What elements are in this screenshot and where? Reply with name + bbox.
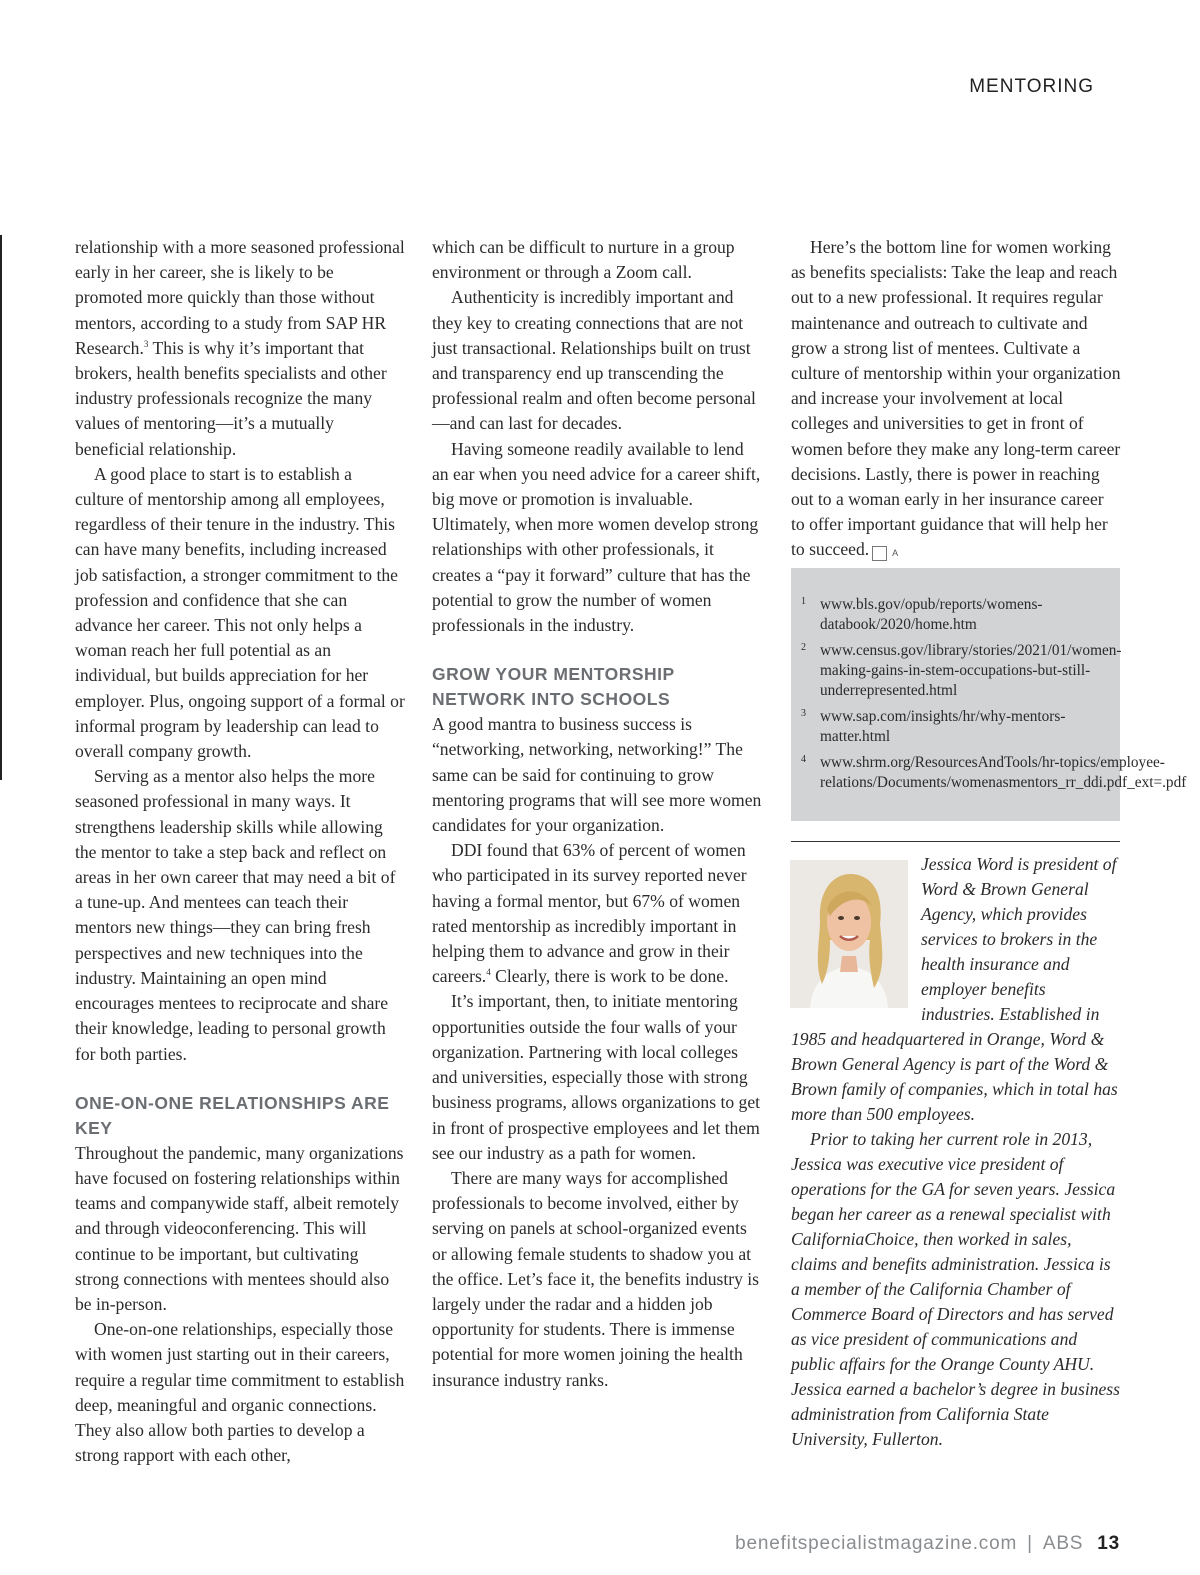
- paragraph: Authenticity is incredibly important and they key to creating connections that are not just transactional. Relationships built on trust and transparency end up transcending the professional realm and often become personal—and can last for decades.: [432, 287, 756, 434]
- end-mark-icon: A: [872, 546, 887, 561]
- footnote-url: www.bls.gov/opub/reports/womens-databook/2020/home.htm: [820, 596, 1043, 633]
- footnote-number: 2: [801, 642, 806, 653]
- paragraph: DDI found that 63% of percent of women who participated in its survey reported never having a formal mentor, but 67% of women rated mentorship as incredibly important in helping them to advance and grow in their careers.$^4$ Clearly, there is work to be done.: [432, 840, 747, 987]
- footer-publication: ABS: [1042, 1533, 1084, 1554]
- footnote-number: 3: [801, 708, 806, 719]
- footnote-number: 1: [801, 596, 806, 607]
- footnote-ref: 3: [143, 338, 149, 349]
- footnote: [801, 595, 1106, 635]
- footnote-ref: 4: [486, 967, 491, 978]
- paragraph: Here’s the bottom line for women working as benefits specialists: Take the leap and reach out to a new professional. It requires regular maintenance and outreach to cultivate and grow a strong list of mentees. Cultivate a culture of mentorship within your organization and increase your involvement at local colleges and universities to get in front of women before they make any long-term career decisions. Lastly, there is power in reaching out to a woman early in her insurance career to offer important guidance that will help her to succeed. A: [791, 237, 1121, 560]
- paragraph: relationship with a more seasoned professional early in her career, she is likely to be promoted more quickly than those without mentors, according to a study from SAP HR Research.$^3$ This is why it’s important that brokers, health benefits specialists and other industry professionals recognize the many values of mentoring—it’s a mutually beneficial relationship.: [75, 237, 405, 459]
- paragraph: which can be difficult to nurture in a group environment or through a Zoom call.: [432, 237, 735, 283]
- footnote-number: 4: [801, 754, 806, 765]
- paragraph: It’s important, then, to initiate mentoring opportunities outside the four walls of your organization. Partnering with local colleges and universities, especially those with strong business programs, allows organizations to get in front of prospective employees and let them see our industry as a path for women.: [432, 991, 761, 1163]
- author-bio: [791, 852, 1121, 1452]
- article-column-3: [791, 235, 1121, 563]
- footnote: [801, 641, 1122, 701]
- subheading: ONE-ON-ONE RELATIONSHIPS ARE KEY: [75, 1092, 390, 1138]
- paragraph: Serving as a mentor also helps the more seasoned professional in many ways. It strengthens leadership skills while allowing the mentor to take a step back and reflect on areas in her own career that may need a bit of a tune-up. And mentees can teach their mentors new things—they can bring fresh perspectives and new techniques into the industry. Maintaining an open mind encourages mentees to reciprocate and share their knowledge, leading to personal growth for both parties.: [75, 766, 396, 1064]
- article-column-2: [432, 235, 764, 1393]
- paragraph: Having someone readily available to lend an ear when you need advice for a career shift, big move or promotion is invaluable. Ultimately, when more women develop strong relationships with other professionals, it creates a “pay it forward” culture that has the potential to grow the number of women professionals in the industry.: [432, 438, 761, 636]
- footer-separator: |: [1027, 1533, 1033, 1554]
- section-label: MENTORING: [969, 76, 1094, 97]
- paragraph: One-on-one relationships, especially those with women just starting out in their careers, require a regular time commitment to establish deep, meaningful and organic connections. They also allow both parties to develop a strong rapport with each other,: [75, 1319, 405, 1466]
- bio-paragraph: Prior to taking her current role in 2013, Jessica was executive vice president of operations for the GA for seven years. Jessica began her career as a renewal specialist with CaliforniaChoice, then worked in sales, claims and benefits administration. Jessica is a member of the California Chamber of Commerce Board of Directors and has served as vice president of communications and public affairs for the Orange County AHU. Jessica earned a bachelor’s degree in business administration from California State University, Fullerton.: [791, 1129, 1121, 1449]
- bio-paragraph: Jessica Word is president of Word & Brown General Agency, which provides services to brokers in the health insurance and employer benefits industries. Established in 1985 and headquartered in Orange, Word & Brown General Agency is part of the Word & Brown family of companies, which in total has more than 500 employees.: [791, 854, 1118, 1124]
- footnotes-box: [791, 568, 1187, 821]
- bio-divider: [791, 841, 1120, 842]
- footnote-url: www.census.gov/library/stories/2021/01/women-making-gains-in-stem-occupations-but-still-underrepresented.html: [820, 642, 1122, 699]
- page-number: 13: [1097, 1533, 1120, 1554]
- paragraph: A good mantra to business success is “networking, networking, networking!” The same can be said for continuing to grow mentoring programs that will see more women candidates for your organization.: [432, 714, 762, 836]
- footer-website: benefitspecialistmagazine.com: [735, 1533, 1018, 1554]
- footnote: [801, 753, 1187, 793]
- paragraph: Throughout the pandemic, many organizations have focused on fostering relationships within teams and companywide staff, albeit remotely and through videoconferencing. This will continue to be important, but cultivating strong connections with mentees should also be in-person.: [75, 1142, 404, 1314]
- article-column-1: [75, 235, 405, 1468]
- footnote-url: www.sap.com/insights/hr/why-mentors-matter.html: [820, 708, 1066, 745]
- footnote: [801, 707, 1106, 747]
- margin-rule: [0, 235, 2, 780]
- subheading: GROW YOUR MENTORSHIP NETWORK INTO SCHOOLS: [432, 664, 675, 710]
- footnote-url: www.shrm.org/ResourcesAndTools/hr-topics/employee-relations/Documents/womenasmentors_rr_ddi.pdf_ext=.pdf: [820, 754, 1187, 791]
- page-footer: [735, 1533, 1120, 1555]
- paragraph: A good place to start is to establish a culture of mentorship among all employees, regardless of their tenure in the industry. This can have many benefits, including increased job satisfaction, a stronger commitment to the profession and confidence that she can advance her career. This not only helps a woman reach her full potential as an individual, but builds appreciation for her employer. Plus, ongoing support of a formal or informal program by leadership can lead to overall company growth.: [75, 463, 405, 762]
- paragraph: There are many ways for accomplished professionals to become involved, either by serving on panels at school-organized events or allowing female students to shadow you at the office. Let’s face it, the benefits industry is largely under the radar and a hidden job opportunity for students. There is immense potential for more women joining the health insurance industry ranks.: [432, 1167, 760, 1390]
